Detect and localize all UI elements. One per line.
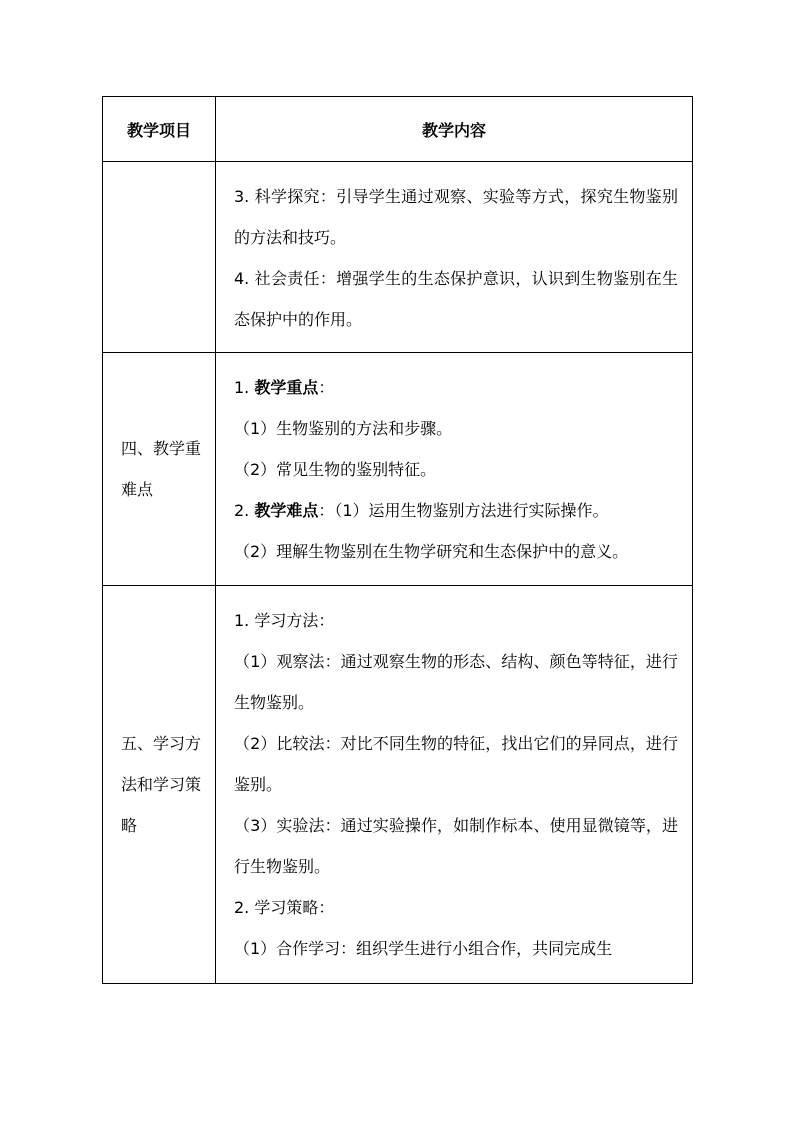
header-teaching-content: 教学内容 xyxy=(216,97,693,162)
difficult-points-number: 2. xyxy=(234,501,255,520)
paragraph-key-point-1: （1）生物鉴别的方法和步骤。 xyxy=(234,419,453,438)
table-row xyxy=(103,162,693,353)
paragraph-experiment-method: （3）实验法：通过实验操作，如制作标本、使用显微镜等，进行生物鉴别。 xyxy=(234,816,678,876)
content-cell-objectives xyxy=(216,162,693,353)
paragraph-key-points-heading xyxy=(234,367,678,408)
key-points-colon: ： xyxy=(318,378,335,397)
paragraph-learning-strategies-heading: 2. 学习策略： xyxy=(234,898,335,917)
difficult-point-1: ：（1）运用生物鉴别方法进行实际操作。 xyxy=(318,501,609,520)
paragraph-observation-method: （1）观察法：通过观察生物的形态、结构、颜色等特征，进行生物鉴别。 xyxy=(234,652,678,712)
content-cell-key-difficult-points xyxy=(216,353,693,586)
content-cell-learning-methods xyxy=(216,586,693,984)
table-row xyxy=(103,586,693,984)
key-points-number: 1. xyxy=(234,378,255,397)
table-header-row xyxy=(103,97,693,162)
difficult-points-label: 教学难点 xyxy=(254,501,319,520)
paragraph-scientific-inquiry: 3. 科学探究：引导学生通过观察、实验等方式，探究生物鉴别的方法和技巧。 xyxy=(234,187,678,247)
item-cell-empty xyxy=(103,162,216,353)
table-row xyxy=(103,353,693,586)
paragraph-cooperative-learning: （1）合作学习：组织学生进行小组合作，共同完成生 xyxy=(234,939,613,958)
paragraph-difficult-points-heading xyxy=(234,490,678,531)
item-cell-key-difficult-points: 四、教学重难点 xyxy=(103,353,216,586)
lesson-plan-table xyxy=(102,96,693,984)
item-cell-learning-methods: 五、学习方法和学习策略 xyxy=(103,586,216,984)
paragraph-learning-methods-heading: 1. 学习方法： xyxy=(234,611,335,630)
paragraph-key-point-2: （2）常见生物的鉴别特征。 xyxy=(234,460,437,479)
paragraph-comparison-method: （2）比较法：对比不同生物的特征，找出它们的异同点，进行鉴别。 xyxy=(234,734,678,794)
paragraph-difficult-point-2: （2）理解生物鉴别在生物学研究和生态保护中的意义。 xyxy=(234,542,629,561)
header-teaching-item: 教学项目 xyxy=(103,97,216,162)
key-points-label: 教学重点 xyxy=(254,378,319,397)
paragraph-social-responsibility: 4. 社会责任：增强学生的生态保护意识，认识到生物鉴别在生态保护中的作用。 xyxy=(234,269,678,329)
